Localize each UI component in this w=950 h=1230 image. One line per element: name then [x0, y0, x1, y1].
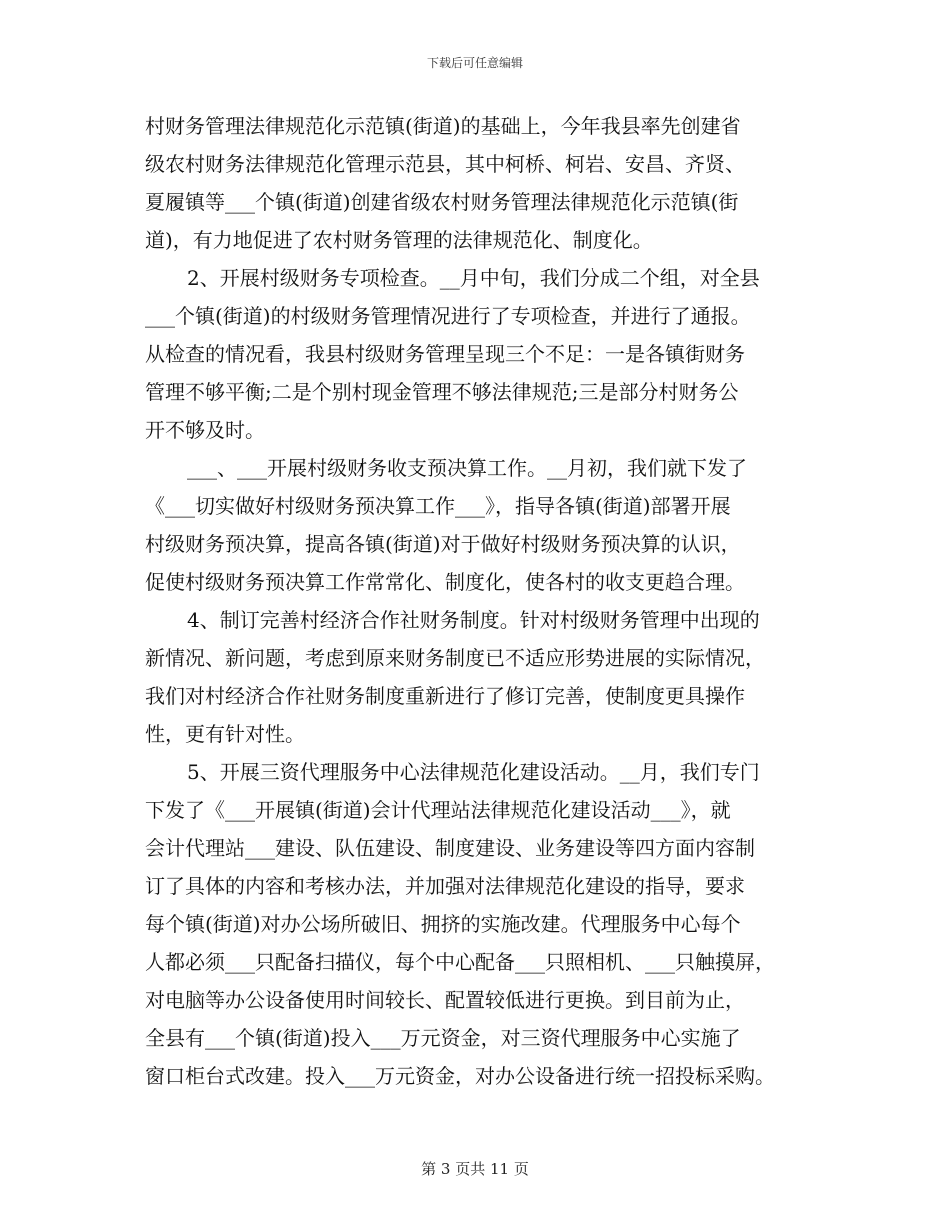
- text-line: 促使村级财务预决算工作常常化、制度化，使各村的收支更趋合理。: [145, 570, 745, 594]
- text-line: 从检查的情况看，我县村级财务管理呈现三个不足：一是各镇街财务: [145, 342, 745, 366]
- text-line: 新情况、新问题，考虑到原来财务制度已不适应形势进展的实际情况，: [145, 646, 765, 670]
- text-line: 窗口柜台式改建。投入___万元资金，对办公设备进行统一招投标采购。: [145, 1064, 775, 1088]
- text-line: 人都必须___只配备扫描仪，每个中心配备___只照相机、___只触摸屏，: [145, 950, 775, 974]
- text-line: 5、开展三资代理服务中心法律规范化建设活动。__月，我们专门: [187, 760, 760, 784]
- header-note: 下载后可任意编辑: [426, 56, 523, 70]
- text-line: 订了具体的内容和考核办法，并加强对法律规范化建设的指导，要求: [145, 874, 745, 898]
- text-line: 会计代理站___建设、队伍建设、制度建设、业务建设等四方面内容制: [145, 836, 755, 860]
- text-line: 我们对村经济合作社财务制度重新进行了修订完善，使制度更具操作: [145, 684, 745, 708]
- text-line: 全县有___个镇(街道)投入___万元资金，对三资代理服务中心实施了: [145, 1026, 741, 1050]
- text-line: 2、开展村级财务专项检查。__月中旬，我们分成二个组，对全县: [187, 266, 760, 290]
- text-line: 夏履镇等___个镇(街道)创建省级农村财务管理法律规范化示范镇(街: [145, 190, 739, 214]
- text-line: 管理不够平衡;二是个别村现金管理不够法律规范;三是部分村财务公: [145, 380, 739, 404]
- text-line: ___个镇(街道)的村级财务管理情况进行了专项检查，并进行了通报。: [145, 304, 751, 328]
- text-line: 对电脑等办公设备使用时间较长、配置较低进行更换。到目前为止，: [145, 988, 745, 1012]
- text-line: 4、制订完善村经济合作社财务制度。针对村级财务管理中出现的: [187, 608, 760, 632]
- page-number: 第 3 页共 11 页: [421, 1160, 529, 1178]
- text-line: 道)，有力地促进了农村财务管理的法律规范化、制度化。: [145, 228, 653, 252]
- text-line: 《___切实做好村级财务预决算工作___》，指导各镇(街道)部署开展: [145, 494, 731, 518]
- text-line: 性，更有针对性。: [145, 722, 305, 746]
- text-line: 级农村财务法律规范化管理示范县，其中柯桥、柯岩、安昌、齐贤、: [145, 152, 745, 176]
- text-line: 每个镇(街道)对办公场所破旧、拥挤的实施改建。代理服务中心每个: [145, 912, 741, 936]
- text-line: 村财务管理法律规范化示范镇(街道)的基础上，今年我县率先创建省: [145, 114, 741, 138]
- text-line: 开不够及时。: [145, 418, 265, 442]
- text-line: 村级财务预决算，提高各镇(街道)对于做好村级财务预决算的认识，: [145, 532, 741, 556]
- text-line: ___、___开展村级财务收支预决算工作。__月初，我们就下发了: [187, 456, 747, 480]
- text-line: 下发了《___开展镇(街道)会计代理站法律规范化建设活动___》，就: [145, 798, 731, 822]
